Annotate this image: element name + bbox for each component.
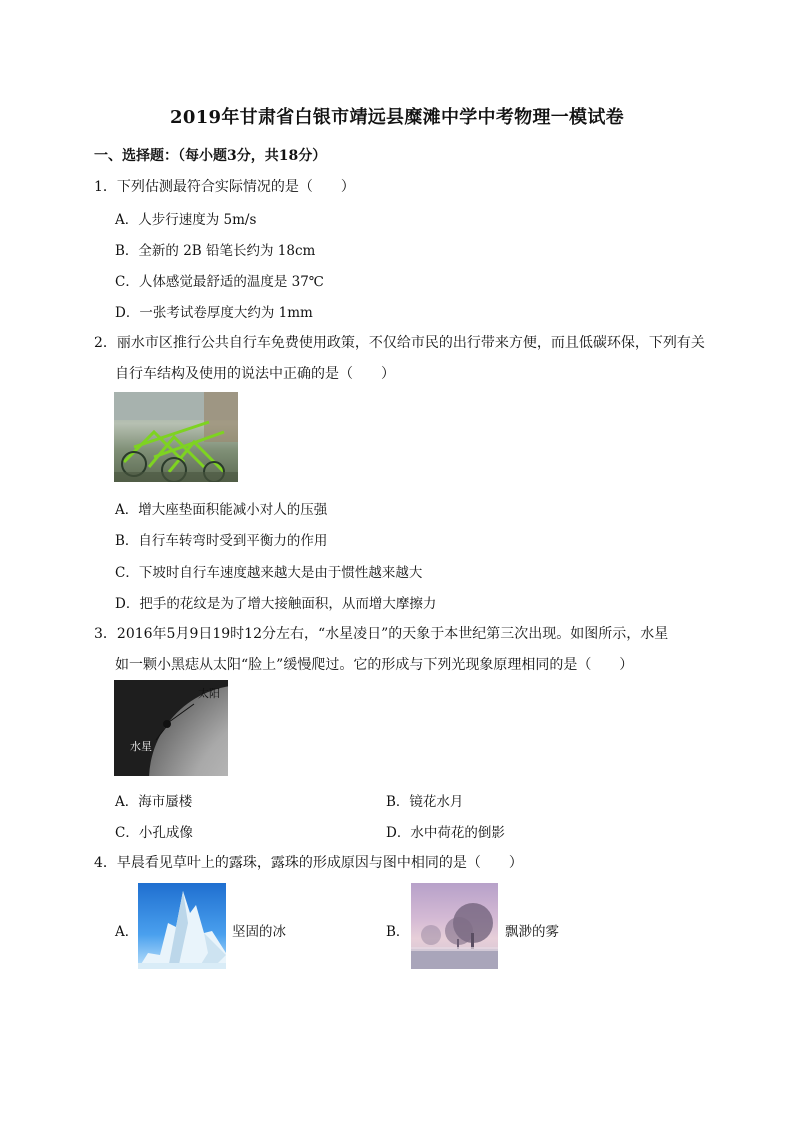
ice-iceberg-photo xyxy=(138,883,226,969)
q2-option-b: B．自行车转弯时受到平衡力的作用 xyxy=(115,533,328,549)
q4-option-b-letter: B． xyxy=(386,924,410,940)
question-1-stem: 1．下列估测最符合实际情况的是（ ） xyxy=(94,179,355,195)
q3-option-a: A．海市蜃楼 xyxy=(115,794,193,810)
question-4-stem: 4．早晨看见草叶上的露珠，露珠的形成原因与图中相同的是（ ） xyxy=(94,855,523,871)
q3-option-d: D．水中荷花的倒影 xyxy=(386,825,505,841)
question-3-stem-line1: 3．2016年5月9日19时12分左右，“水星凌日”的天象于本世纪第三次出现。如图所示，水星 xyxy=(94,626,669,642)
question-2-stem-line2: 自行车结构及使用的说法中正确的是（ ） xyxy=(115,366,395,382)
section-heading: 一、选择题：（每小题3分，共18分） xyxy=(94,148,327,164)
mercury-transit-photo xyxy=(114,680,228,776)
question-3-stem-line2: 如一颗小黑痣从太阳“脸上”缓慢爬过。它的形成与下列光现象原理相同的是（ ） xyxy=(115,657,634,673)
q2-option-c: C．下坡时自行车速度越来越大是由于惯性越来越大 xyxy=(115,565,423,581)
sun-label: 太阳 xyxy=(198,687,220,700)
fog-trees-photo xyxy=(411,883,498,969)
q4-option-b-caption: 飘渺的雾 xyxy=(505,924,559,940)
q1-option-d: D．一张考试卷厚度大约为 1mm xyxy=(115,305,313,321)
q4-option-a-letter: A． xyxy=(115,924,139,940)
mercury-label: 水星 xyxy=(130,740,152,753)
q4-option-a-caption: 坚固的冰 xyxy=(232,924,286,940)
q3-option-b: B．镜花水月 xyxy=(386,794,464,810)
q1-option-b: B．全新的 2B 铅笔长约为 18cm xyxy=(115,243,316,259)
question-2-stem-line1: 2．丽水市区推行公共自行车免费使用政策，不仅给市民的出行带来方便，而且低碳环保，下列有关 xyxy=(94,335,705,351)
bicycles-photo xyxy=(114,392,238,482)
q3-option-c: C．小孔成像 xyxy=(115,825,193,841)
page-title: 2019年甘肃省白银市靖远县糜滩中学中考物理一模试卷 xyxy=(170,107,624,128)
q2-option-d: D．把手的花纹是为了增大接触面积，从而增大摩擦力 xyxy=(115,596,437,612)
q2-option-a: A．增大座垫面积能减小对人的压强 xyxy=(115,502,328,518)
q1-option-a: A．人步行速度为 5m/s xyxy=(115,212,257,228)
q1-option-c: C．人体感觉最舒适的温度是 37℃ xyxy=(115,274,324,290)
